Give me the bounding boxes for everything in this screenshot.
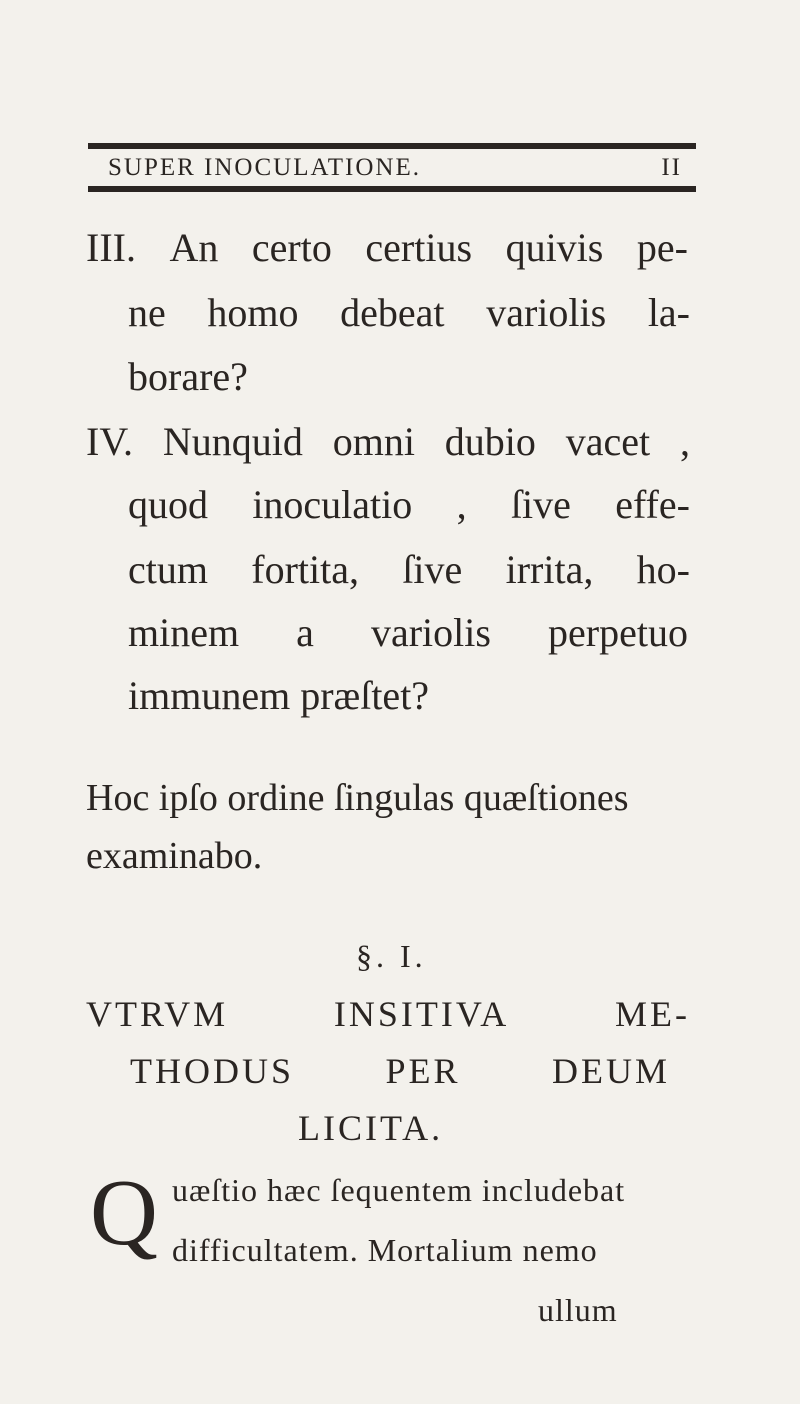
- drop-cap: Q: [90, 1161, 158, 1265]
- section-mark: §. I.: [356, 938, 427, 974]
- section-heading-line-3: LICITA.: [298, 1108, 444, 1148]
- question-4-line-4: minem a variolis perpetuo: [128, 610, 688, 655]
- body-line-1: uæſtio hæc ſequentem includebat: [172, 1172, 626, 1208]
- intro-line-1: Hoc ipſo ordine ſingulas quæſtiones: [86, 777, 629, 819]
- running-head: [108, 150, 682, 186]
- question-4-line-3: ctum fortita, ſive irrita, ho-: [128, 547, 690, 592]
- question-3-numeral: III.: [86, 225, 136, 270]
- question-4-line-1: IV. Nunquid omni dubio vacet ,: [86, 419, 690, 464]
- section-heading-line-1: VTRVM INSITIVA ME-: [86, 994, 690, 1034]
- question-3-line-2: ne homo debeat variolis la-: [128, 290, 690, 335]
- page-number: II: [661, 154, 682, 181]
- question-3-line-1: III. An certo certius quivis pe-: [86, 225, 688, 270]
- running-head-title: SUPER INOCULATIONE.: [108, 154, 421, 181]
- header-rule-bottom: [88, 186, 696, 192]
- question-4-line-2: quod inoculatio , ſive effe-: [128, 482, 690, 527]
- intro-line-2: examinabo.: [86, 835, 263, 877]
- body-line-2: difficultatem. Mortalium nemo: [172, 1232, 598, 1268]
- section-heading-line-2: THODUS PER DEUM: [130, 1051, 670, 1091]
- catchword: ullum: [538, 1292, 618, 1328]
- header-rule-top: [88, 143, 696, 149]
- question-4-numeral: IV.: [86, 419, 134, 464]
- question-3-line-3: borare?: [128, 354, 248, 399]
- question-4-line-5: immunem præſtet?: [128, 673, 430, 718]
